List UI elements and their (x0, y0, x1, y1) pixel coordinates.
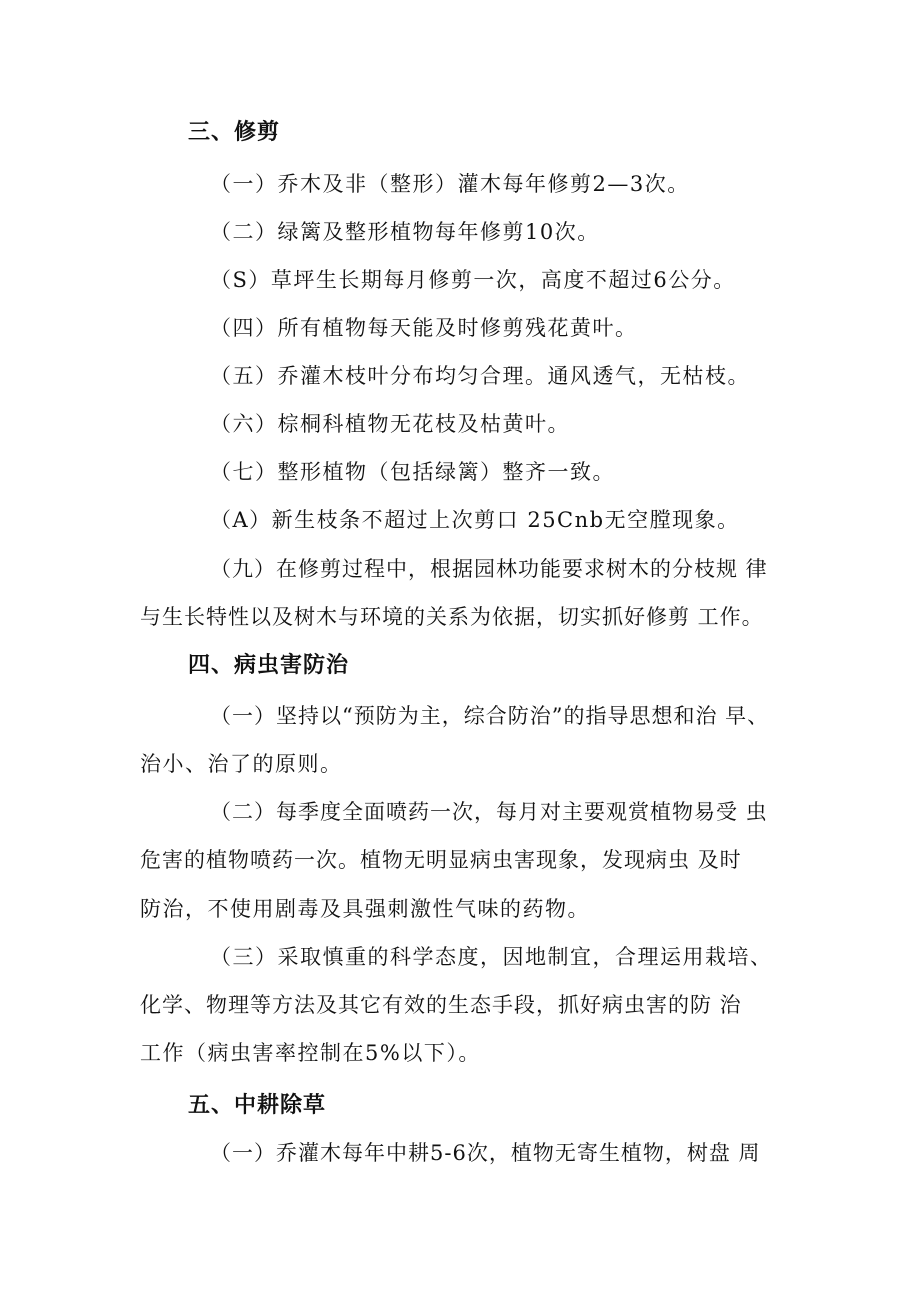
paragraph-line: （二）绿篱及整形植物每年修剪10次。 (210, 220, 600, 244)
paragraph-line: （A）新生枝条不超过上次剪口 25Cnb无空膛现象。 (210, 508, 740, 532)
paragraph-line: （九）在修剪过程中，根据园林功能要求树木的分枝规 律 (210, 557, 768, 581)
paragraph-line: 与生长特性以及树木与环境的关系为依据，切实抓好修剪 工作。 (140, 605, 764, 629)
section-heading-weeding: 五、中耕除草 (188, 1093, 327, 1118)
paragraph-line: （三）采取慎重的科学态度，因地制宜，合理运用栽培、 (210, 945, 773, 969)
section-heading-pruning: 三、修剪 (188, 120, 281, 145)
paragraph-line: （四）所有植物每天能及时修剪残花黄叶。 (210, 316, 638, 340)
paragraph-line: （S）草坪生长期每月修剪一次，高度不超过6公分。 (210, 268, 736, 292)
paragraph-line: 危害的植物喷药一次。植物无明显病虫害现象，发现病虫 及时 (140, 848, 742, 872)
paragraph-line: 化学、物理等方法及其它有效的生态手段，抓好病虫害的防 治 (140, 993, 742, 1017)
paragraph-line: （六）棕桐科植物无花枝及枯黄叶。 (210, 412, 570, 436)
paragraph-line: 防治，不使用剧毒及具强刺激性气味的药物。 (140, 897, 590, 921)
paragraph-line: （五）乔灌木枝叶分布均匀合理。通风透气，无枯枝。 (210, 364, 750, 388)
paragraph-line: （一）乔灌木每年中耕5-6次，植物无寄生植物，树盘 周 (210, 1141, 761, 1165)
paragraph-line: 工作（病虫害率控制在5%以下）。 (140, 1041, 481, 1065)
paragraph-line: （一）乔木及非（整形）灌木每年修剪2—3次。 (210, 172, 690, 196)
paragraph-line: （二）每季度全面喷药一次，每月对主要观赏植物易受 虫 (210, 800, 768, 824)
paragraph-line: 治小、治了的原则。 (140, 752, 343, 776)
section-heading-pest-control: 四、病虫害防治 (188, 653, 350, 678)
paragraph-line: （七）整形植物（包括绿篱）整齐一致。 (210, 460, 615, 484)
paragraph-line: （一）坚持以“预防为主，综合防治”的指导思想和治 早、 (210, 704, 770, 728)
